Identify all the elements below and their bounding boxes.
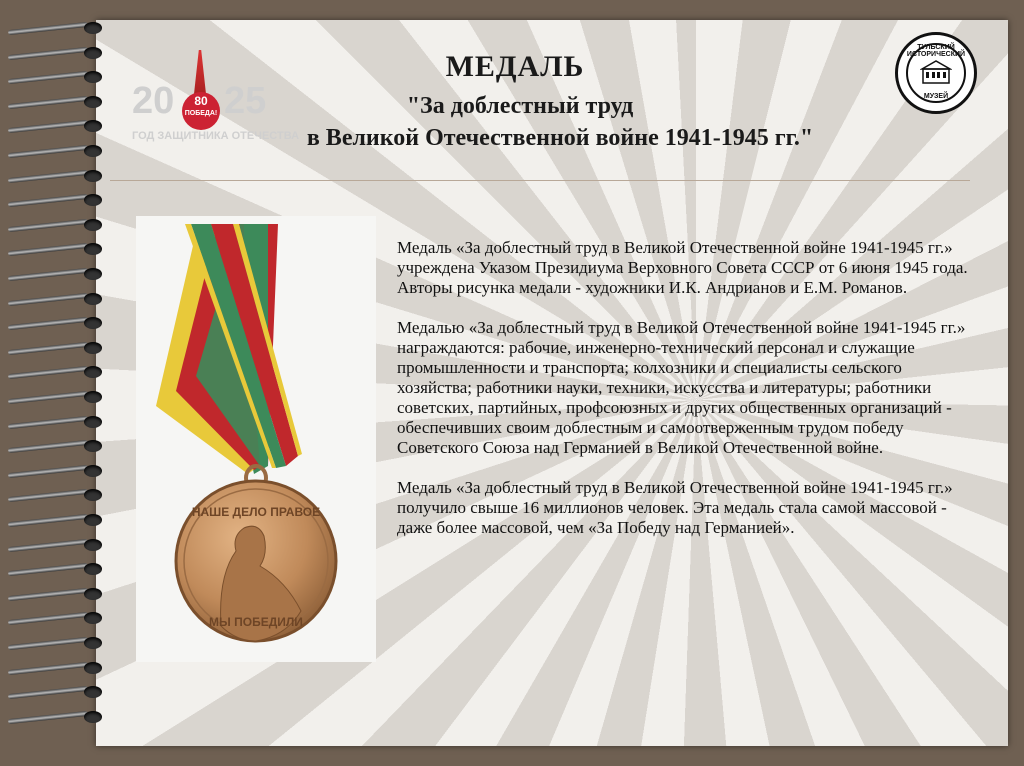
museum-building-icon bbox=[920, 59, 952, 85]
spiral-ring bbox=[8, 709, 106, 727]
ring-wire bbox=[8, 612, 88, 625]
ring-hole bbox=[84, 637, 102, 649]
ring-wire bbox=[8, 96, 88, 109]
spiral-ring bbox=[8, 463, 106, 481]
ring-hole bbox=[84, 662, 102, 674]
ring-wire bbox=[8, 71, 88, 84]
ring-wire bbox=[8, 538, 88, 551]
ring-hole bbox=[84, 120, 102, 132]
museum-logo-bottom-text: МУЗЕЙ bbox=[923, 93, 949, 100]
ring-hole bbox=[84, 539, 102, 551]
ring-wire bbox=[8, 366, 88, 379]
ring-wire bbox=[8, 243, 88, 256]
spiral-ring bbox=[8, 340, 106, 358]
motherland-statue-icon bbox=[194, 50, 206, 94]
ring-wire bbox=[8, 342, 88, 355]
ring-hole bbox=[84, 465, 102, 477]
ring-hole bbox=[84, 711, 102, 723]
medal-photo bbox=[136, 216, 376, 662]
ring-wire bbox=[8, 194, 88, 207]
spiral-ring bbox=[8, 537, 106, 555]
ring-hole bbox=[84, 268, 102, 280]
spiral-ring bbox=[8, 118, 106, 136]
ring-hole bbox=[84, 293, 102, 305]
spiral-ring bbox=[8, 414, 106, 432]
victory-badge bbox=[182, 92, 220, 130]
ring-wire bbox=[8, 317, 88, 330]
page-title: МЕДАЛЬ bbox=[445, 50, 585, 83]
paragraph-1: Медаль «За доблестный труд в Великой Отечественной войне 1941-1945 гг.» учреждена Указом Президиума Верховного Совета СССР от 6 июня 1945 года. Авторы рисунка медали - художники И.К. Андрианов и Е.М. Романов. bbox=[397, 238, 968, 297]
logo-left-digits: 20 bbox=[132, 80, 175, 122]
ring-hole bbox=[84, 96, 102, 108]
ring-wire bbox=[8, 145, 88, 158]
description-text bbox=[397, 238, 977, 558]
spiral-ring bbox=[8, 94, 106, 112]
spiral-ring bbox=[8, 512, 106, 530]
ring-wire bbox=[8, 22, 88, 35]
spiral-ring bbox=[8, 364, 106, 382]
ring-hole bbox=[84, 588, 102, 600]
spiral-ring bbox=[8, 315, 106, 333]
logo-caption: ГОД ЗАЩИТНИКА ОТЕЧЕСТВА bbox=[132, 130, 300, 142]
spiral-ring bbox=[8, 586, 106, 604]
spiral-ring bbox=[8, 69, 106, 87]
ring-hole bbox=[84, 317, 102, 329]
ring-wire bbox=[8, 120, 88, 133]
spiral-ring bbox=[8, 291, 106, 309]
header-divider bbox=[110, 180, 970, 181]
museum-logo bbox=[895, 32, 977, 114]
ring-hole bbox=[84, 489, 102, 501]
ring-wire bbox=[8, 268, 88, 281]
subtitle-line-2: в Великой Отечественной войне 1941-1945 гг." bbox=[306, 125, 814, 151]
ring-hole bbox=[84, 219, 102, 231]
ring-wire bbox=[8, 440, 88, 453]
spiral-ring bbox=[8, 561, 106, 579]
ring-hole bbox=[84, 366, 102, 378]
ring-wire bbox=[8, 563, 88, 576]
ring-hole bbox=[84, 22, 102, 34]
ring-hole bbox=[84, 145, 102, 157]
ring-wire bbox=[8, 514, 88, 527]
ring-hole bbox=[84, 342, 102, 354]
ring-wire bbox=[8, 588, 88, 601]
ring-wire bbox=[8, 219, 88, 232]
spiral-ring bbox=[8, 389, 106, 407]
subtitle-line-1: "За доблестный труд bbox=[406, 93, 634, 119]
spiral-ring bbox=[8, 20, 106, 38]
badge-text: ПОБЕДА! bbox=[184, 110, 218, 117]
spiral-ring bbox=[8, 684, 106, 702]
ring-wire bbox=[8, 415, 88, 428]
spiral-binding bbox=[0, 20, 110, 746]
ring-wire bbox=[8, 391, 88, 404]
ring-wire bbox=[8, 465, 88, 478]
spiral-ring bbox=[8, 45, 106, 63]
spiral-ring bbox=[8, 266, 106, 284]
ring-hole bbox=[84, 243, 102, 255]
spiral-ring bbox=[8, 610, 106, 628]
ring-wire bbox=[8, 292, 88, 305]
spiral-ring bbox=[8, 635, 106, 653]
spiral-ring bbox=[8, 241, 106, 259]
spiral-ring bbox=[8, 143, 106, 161]
medal-inscription-bottom: МЫ ПОБЕДИЛИ bbox=[209, 615, 303, 629]
ring-hole bbox=[84, 440, 102, 452]
medal-illustration bbox=[136, 216, 376, 662]
spiral-ring bbox=[8, 168, 106, 186]
ring-hole bbox=[84, 170, 102, 182]
paragraph-2: Медалью «За доблестный труд в Великой Отечественной войне 1941-1945 гг.» награждаются: рабочие, инженерно-технический персонал и служащие промышленности и транспорта; колхозники и специалисты сельского хозяйства; работники науки, техники, искусства и литературы; работники советских, партийных, профсоюзных и других общественных организаций - обеспечивших своим доблестным и самоотверженным трудом победу Советского Союза над Германией в Великой Отечественной войне. bbox=[397, 318, 966, 457]
ring-wire bbox=[8, 661, 88, 674]
badge-number: 80 bbox=[194, 94, 208, 108]
ring-wire bbox=[8, 637, 88, 650]
ring-hole bbox=[84, 514, 102, 526]
medal-inscription-top: НАШЕ ДЕЛО ПРАВОЕ bbox=[191, 505, 321, 519]
ring-wire bbox=[8, 46, 88, 59]
ring-hole bbox=[84, 612, 102, 624]
ring-wire bbox=[8, 711, 88, 724]
logo-right-digits: 25 bbox=[224, 80, 267, 122]
museum-logo-top-text: ТУЛЬСКИЙ ИСТОРИЧЕСКИЙ bbox=[906, 44, 966, 58]
ring-hole bbox=[84, 194, 102, 206]
ring-wire bbox=[8, 489, 88, 502]
ring-wire bbox=[8, 686, 88, 699]
spiral-ring bbox=[8, 217, 106, 235]
spiral-ring bbox=[8, 487, 106, 505]
ring-hole bbox=[84, 563, 102, 575]
ring-wire bbox=[8, 169, 88, 182]
ring-hole bbox=[84, 391, 102, 403]
ring-hole bbox=[84, 686, 102, 698]
spiral-ring bbox=[8, 192, 106, 210]
spiral-ring bbox=[8, 660, 106, 678]
spiral-ring bbox=[8, 438, 106, 456]
ring-hole bbox=[84, 71, 102, 83]
ring-hole bbox=[84, 47, 102, 59]
paragraph-3: Медаль «За доблестный труд в Великой Отечественной войне 1941-1945 гг.» получило свыше 16 миллионов человек. Эта медаль стала самой массовой - даже более массовой, чем «За Победу над Германией». bbox=[397, 478, 953, 537]
ring-hole bbox=[84, 416, 102, 428]
